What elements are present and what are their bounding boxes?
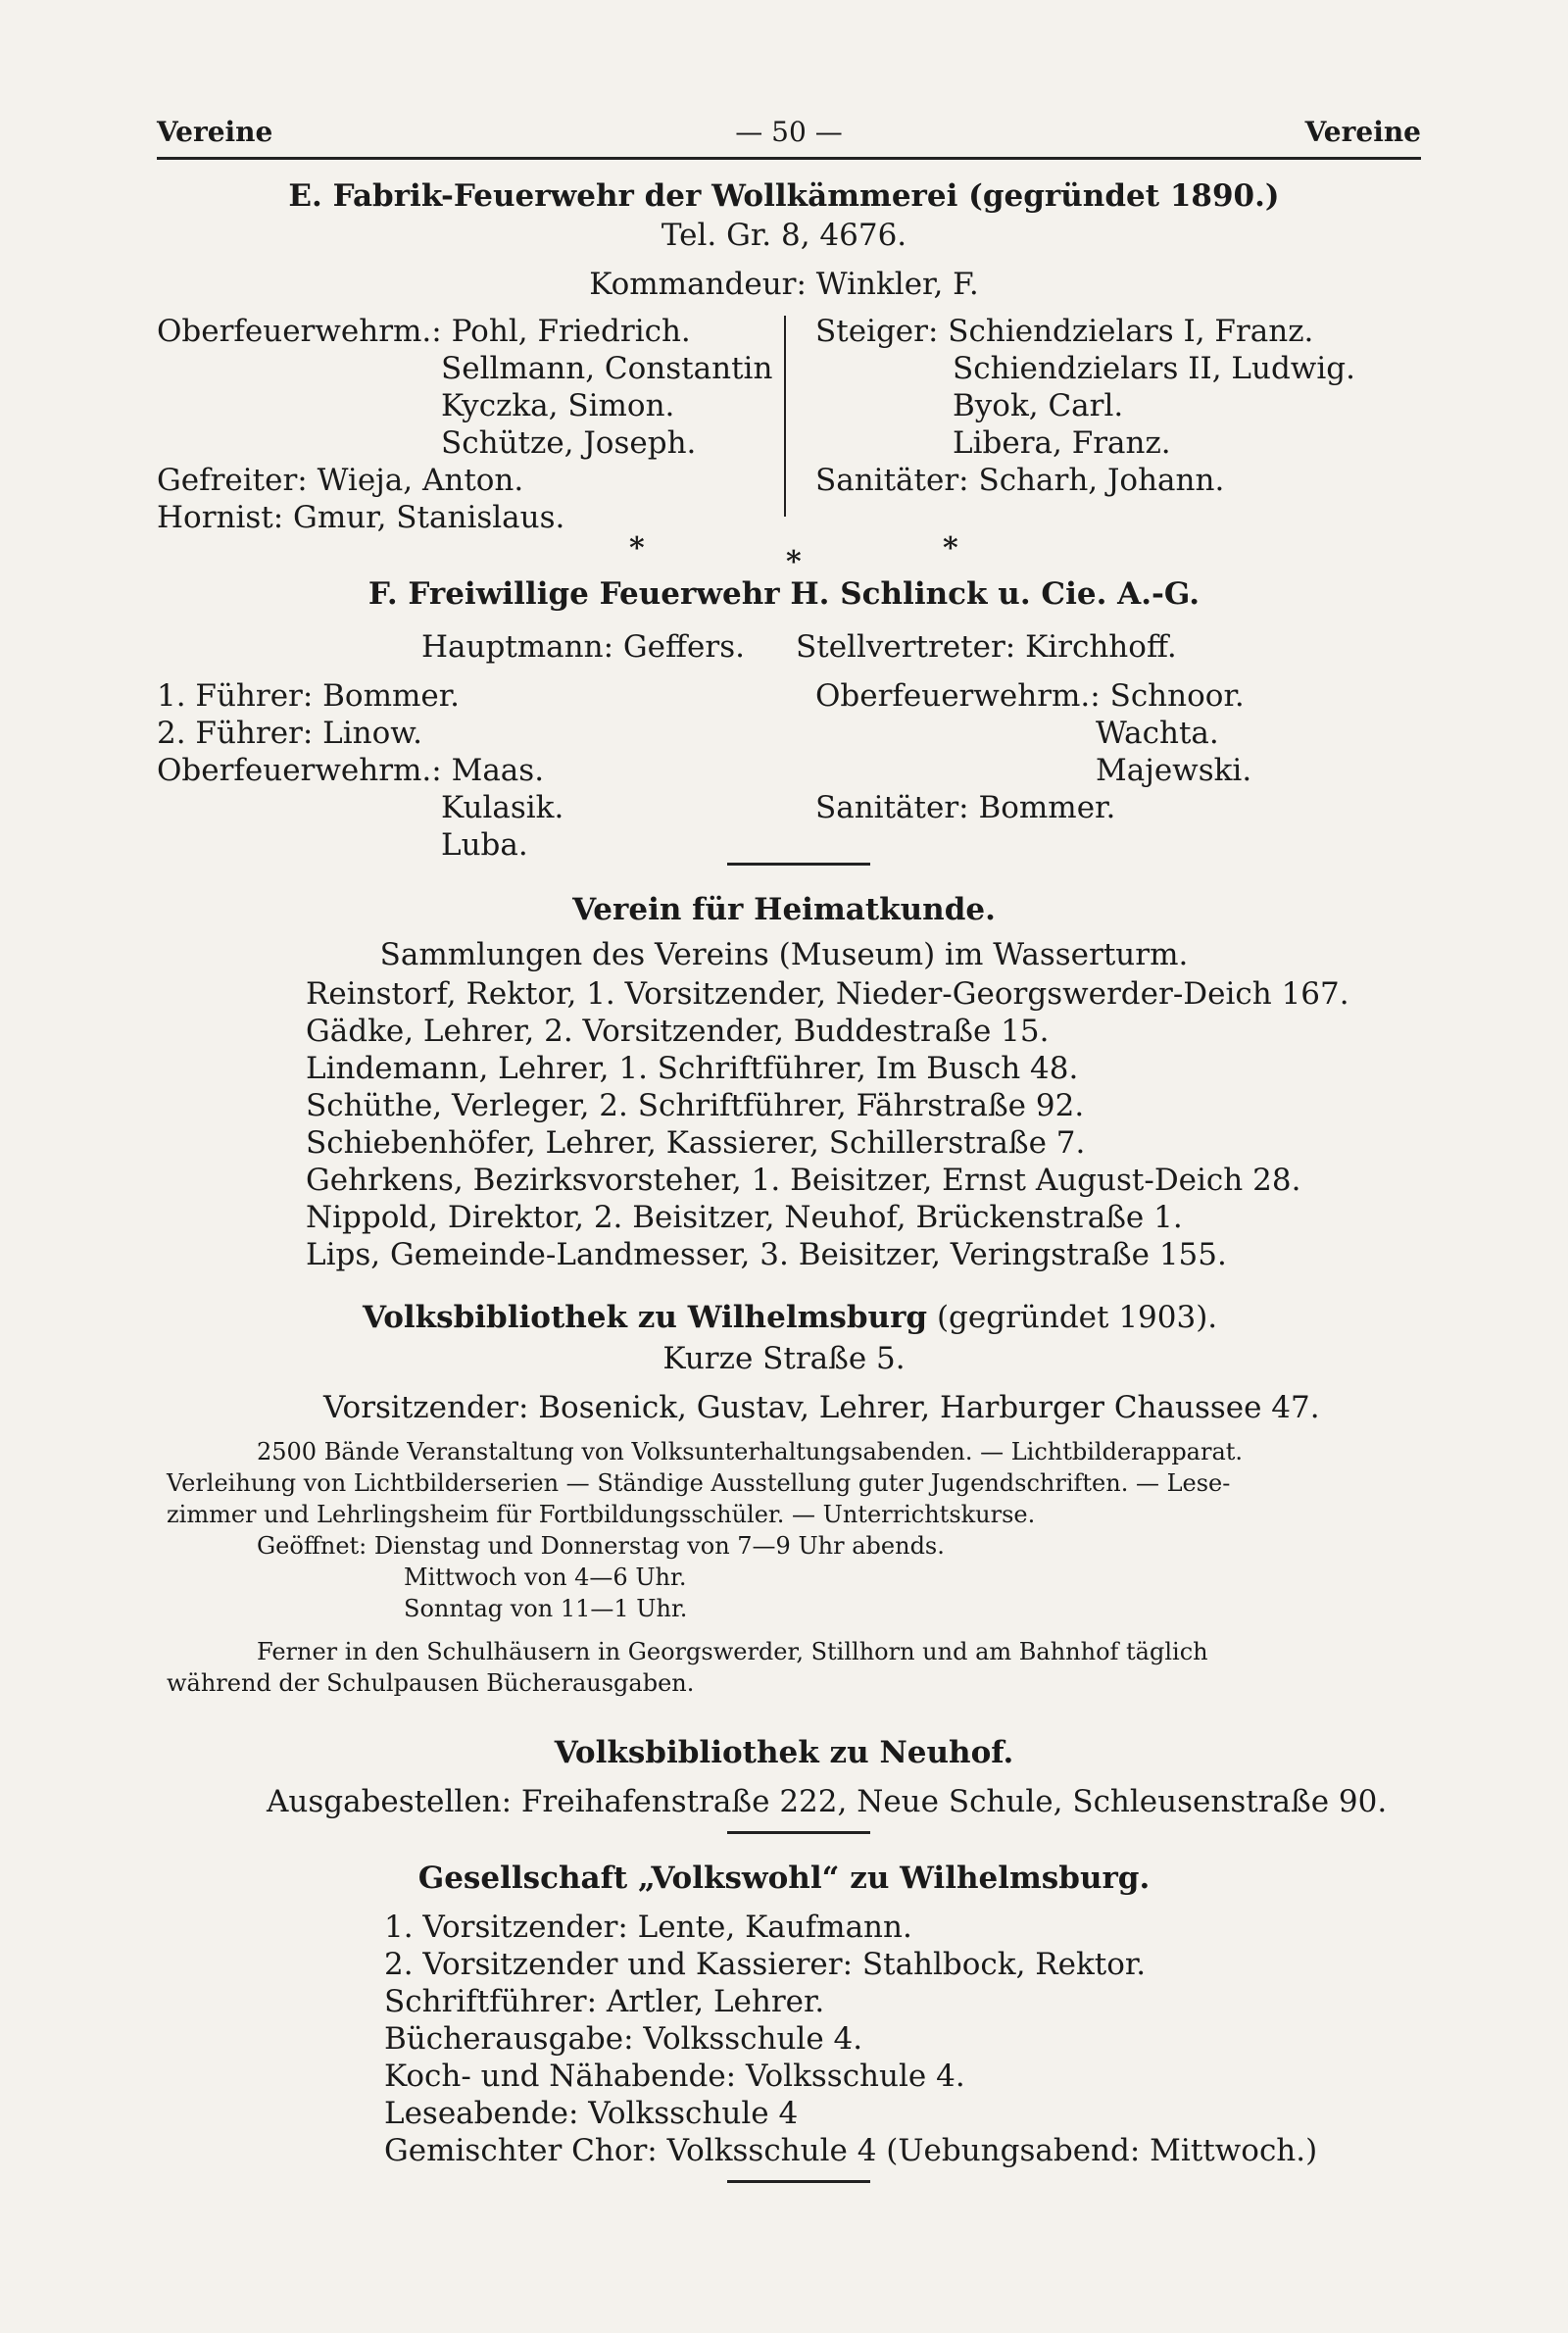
freiwillige-right-line: Majewski. [1096,753,1252,788]
fabrik-right-line: Byok, Carl. [953,388,1124,423]
fabrik-right-line: Libera, Franz. [953,425,1171,461]
section-rule [727,1831,870,1834]
header-left: Vereine [157,116,273,148]
freiwillige-left-line: 2. Führer: Linow. [157,716,422,751]
heimat-line: Lips, Gemeinde-Landmesser, 3. Beisitzer, Veringstraße 155. [306,1237,1227,1272]
volkswohl-line: Koch- und Nähabende: Volksschule 4. [384,2059,965,2094]
fabrik-left-line: Gefreiter: Wieja, Anton. [157,463,524,498]
volkswohl-line: 1. Vorsitzender: Lente, Kaufmann. [384,1910,912,1945]
page-number: — 50 — [735,116,843,148]
volksbib-title-suffix: (gegründet 1903). [936,1300,1218,1335]
section-rule [727,2180,870,2183]
volksbib-note: Geöffnet: Dienstag und Donnerstag von 7—9 Uhr abends. [257,1532,945,1560]
heimat-line: Gehrkens, Bezirksvorsteher, 1. Beisitzer, Ernst August-Deich 28. [306,1163,1301,1198]
volkswohl-line: Leseabende: Volksschule 4 [384,2096,799,2131]
heimat-line: Reinstorf, Rektor, 1. Vorsitzender, Nieder-Georgswerder-Deich 167. [306,976,1349,1012]
volksbib-note: Mittwoch von 4—6 Uhr. [404,1564,687,1591]
neuhof-line: Ausgabestellen: Freihafenstraße 222, Neue Schule, Schleusenstraße 90. [267,1784,1388,1819]
heimat-title: Verein für Heimatkunde. [572,892,996,927]
heimat-line: Gädke, Lehrer, 2. Vorsitzender, Buddestraße 15. [306,1014,1050,1049]
freiwillige-title: F. Freiwillige Feuerwehr H. Schlinck u. Cie. A.-G. [368,576,1200,612]
volksbib-title: Volksbibliothek zu Wilhelmsburg [363,1300,928,1335]
volkswohl-title: Gesellschaft „Volkswohl“ zu Wilhelmsburg. [417,1861,1151,1896]
fabrik-left-line: Hornist: Gmur, Stanislaus. [157,500,565,535]
volksbib-note: zimmer und Lehrlingsheim für Fortbildungsschüler. — Unterrichtskurse. [167,1501,1036,1528]
fabrik-left-line: Oberfeuerwehrm.: Pohl, Friedrich. [157,314,691,349]
volkswohl-line: 2. Vorsitzender und Kassierer: Stahlbock, Rektor. [384,1947,1147,1982]
running-header [157,116,1421,155]
freiwillige-right-line: Sanitäter: Bommer. [815,790,1116,825]
header-rule [157,157,1421,160]
fabrik-right-line: Steiger: Schiendzielars I, Franz. [815,314,1314,349]
volkswohl-line: Bücherausgabe: Volksschule 4. [384,2021,863,2057]
header-right: Vereine [1304,116,1421,148]
heimat-line: Schüthe, Verleger, 2. Schriftführer, Fährstraße 92. [306,1088,1085,1123]
section-rule [727,863,870,866]
volksbib-heading [363,1300,1217,1335]
fabrik-left-line: Kyczka, Simon. [441,388,675,423]
fabrik-left-line: Sellmann, Constantin [441,351,773,386]
heimat-line: Lindemann, Lehrer, 1. Schriftführer, Im Busch 48. [306,1051,1079,1086]
column-divider [784,316,786,517]
fabrik-title: E. Fabrik-Feuerwehr der Wollkämmerei (gegründet 1890.) [288,178,1280,214]
heimat-line: Nippold, Direktor, 2. Beisitzer, Neuhof, Brückenstraße 1. [306,1200,1183,1235]
volksbib-note: Verleihung von Lichtbilderserien — Ständige Ausstellung guter Jugendschriften. — Lese- [167,1469,1231,1497]
fabrik-right-line: Sanitäter: Scharh, Johann. [815,463,1225,498]
freiwillige-left-line: Oberfeuerwehrm.: Maas. [157,753,545,788]
heimat-subtitle: Sammlungen des Vereins (Museum) im Wasserturm. [379,937,1189,972]
freiwillige-left-line: Luba. [441,827,528,863]
volkswohl-line: Gemischter Chor: Volksschule 4 (Uebungsabend: Mittwoch.) [384,2133,1318,2168]
fabrik-tel: Tel. Gr. 8, 4676. [661,218,907,253]
volksbib-note: Sonntag von 11—1 Uhr. [404,1595,688,1622]
freiwillige-hauptmann: Hauptmann: Geffers. [421,629,745,665]
freiwillige-left-line: 1. Führer: Bommer. [157,678,461,714]
volksbib-note: Ferner in den Schulhäusern in Georgswerder, Stillhorn und am Bahnhof täglich [257,1638,1208,1665]
freiwillige-right-line: Wachta. [1096,716,1219,751]
fabrik-kommandeur: Kommandeur: Winkler, F. [589,267,979,302]
asterisk: * [786,545,802,579]
freiwillige-right-line: Oberfeuerwehrm.: Schnoor. [815,678,1245,714]
freiwillige-stellvertreter: Stellvertreter: Kirchhoff. [796,629,1177,665]
volksbib-vorsitzender: Vorsitzender: Bosenick, Gustav, Lehrer, Harburger Chaussee 47. [323,1390,1320,1425]
fabrik-left-line: Schütze, Joseph. [441,425,697,461]
asterisk: * [629,531,645,566]
heimat-line: Schiebenhöfer, Lehrer, Kassierer, Schillerstraße 7. [306,1125,1086,1161]
neuhof-title: Volksbibliothek zu Neuhof. [554,1735,1014,1770]
asterisk: * [943,531,958,566]
volkswohl-line: Schriftführer: Artler, Lehrer. [384,1984,825,2019]
volksbib-address: Kurze Straße 5. [662,1341,906,1376]
fabrik-right-line: Schiendzielars II, Ludwig. [953,351,1355,386]
volksbib-note: 2500 Bände Veranstaltung von Volksunterhaltungsabenden. — Lichtbilderapparat. [257,1438,1244,1465]
volksbib-note: während der Schulpausen Bücherausgaben. [167,1669,695,1697]
freiwillige-left-line: Kulasik. [441,790,564,825]
